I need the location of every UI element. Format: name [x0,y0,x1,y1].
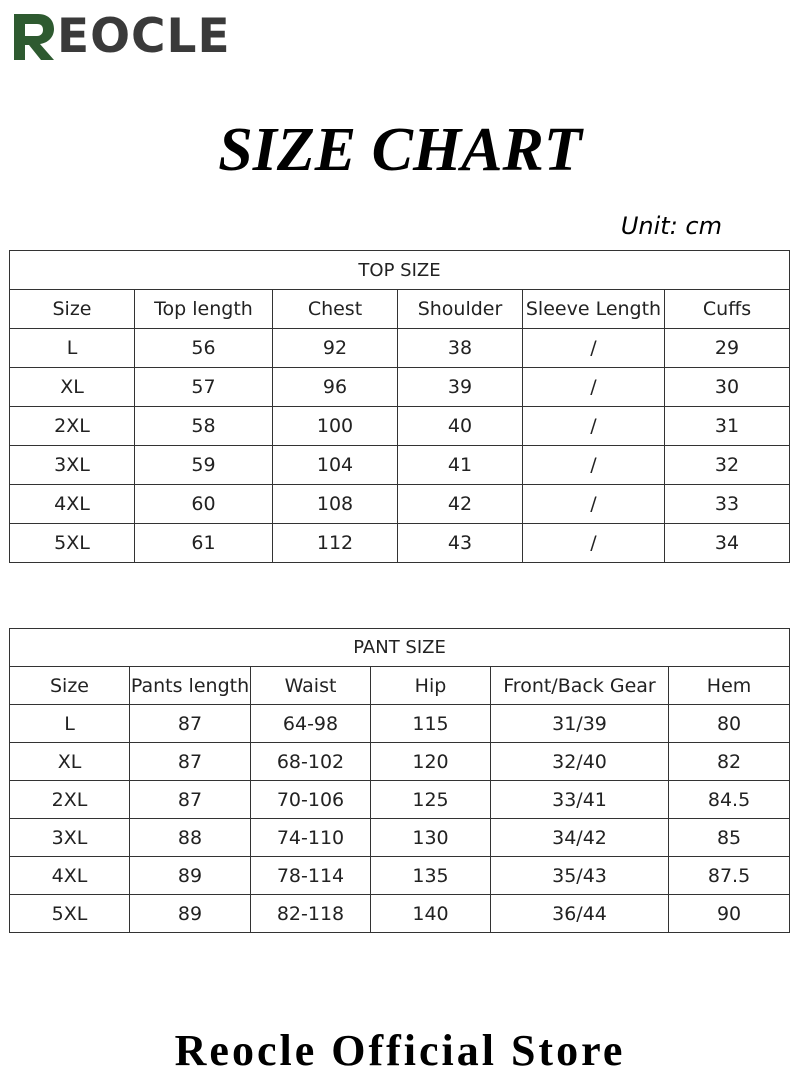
table-cell: 41 [398,446,523,485]
table-cell: 74-110 [251,819,371,857]
table-cell: 36/44 [491,895,669,933]
table-cell: 130 [371,819,491,857]
table-row [10,329,790,368]
table-cell: 112 [273,524,398,563]
column-header: Waist [251,667,371,705]
table-cell: 3XL [10,446,135,485]
table-row [10,781,790,819]
table-cell: 33/41 [491,781,669,819]
table-cell: 40 [398,407,523,446]
table-cell: 29 [665,329,790,368]
table-cell: 38 [398,329,523,368]
table-cell: 43 [398,524,523,563]
unit-label: Unit: cm [620,212,722,240]
table-cell: 96 [273,368,398,407]
store-name-footer: Reocle Official Store [174,1026,626,1075]
table-cell: XL [10,743,130,781]
column-header: Size [10,667,130,705]
table-header-row [10,290,790,329]
table-cell: 70-106 [251,781,371,819]
table-cell: 42 [398,485,523,524]
table-cell: 90 [669,895,790,933]
table-cell: L [10,329,135,368]
table-cell: 34 [665,524,790,563]
pant-size-table [9,628,790,933]
table-cell: 87 [130,743,251,781]
top-size-table [9,250,790,563]
table-caption: PANT SIZE [10,629,790,667]
column-header: Shoulder [398,290,523,329]
column-header: Sleeve Length [523,290,665,329]
table-cell: 82 [669,743,790,781]
table-cell: 59 [135,446,273,485]
column-header: Cuffs [665,290,790,329]
table-cell: 60 [135,485,273,524]
table-cell: 108 [273,485,398,524]
table-cell: 56 [135,329,273,368]
table-cell: 32 [665,446,790,485]
table-caption-row [10,629,790,667]
table-cell: 100 [273,407,398,446]
table-cell: 84.5 [669,781,790,819]
table-cell: 61 [135,524,273,563]
column-header: Pants length [130,667,251,705]
table-cell: 80 [669,705,790,743]
table-cell: 32/40 [491,743,669,781]
table-cell: XL [10,368,135,407]
table-row [10,446,790,485]
table-cell: L [10,705,130,743]
table-cell: 31 [665,407,790,446]
table-caption: TOP SIZE [10,251,790,290]
table-row [10,524,790,563]
column-header: Hip [371,667,491,705]
table-cell: / [523,407,665,446]
table-row [10,819,790,857]
table-cell: 135 [371,857,491,895]
table-cell: 82-118 [251,895,371,933]
table-cell: 92 [273,329,398,368]
table-cell: 35/43 [491,857,669,895]
table-cell: 33 [665,485,790,524]
table-cell: 140 [371,895,491,933]
column-header: Hem [669,667,790,705]
table-row [10,485,790,524]
table-cell: 89 [130,857,251,895]
table-cell: 39 [398,368,523,407]
table-cell: 57 [135,368,273,407]
column-header: Front/Back Gear [491,667,669,705]
table-cell: 34/42 [491,819,669,857]
table-cell: 5XL [10,524,135,563]
table-header-row [10,667,790,705]
table-cell: 64-98 [251,705,371,743]
table-row [10,743,790,781]
table-cell: 115 [371,705,491,743]
table-row [10,368,790,407]
column-header: Top length [135,290,273,329]
page-title: SIZE CHART [218,116,582,184]
table-cell: 125 [371,781,491,819]
table-cell: 120 [371,743,491,781]
table-cell: 5XL [10,895,130,933]
brand-logo [12,9,231,64]
table-cell: 89 [130,895,251,933]
table-row [10,895,790,933]
table-cell: / [523,368,665,407]
table-cell: 30 [665,368,790,407]
table-cell: 4XL [10,485,135,524]
table-cell: 85 [669,819,790,857]
table-row [10,705,790,743]
table-row [10,857,790,895]
table-cell: 4XL [10,857,130,895]
table-cell: 2XL [10,781,130,819]
table-cell: 104 [273,446,398,485]
table-cell: / [523,329,665,368]
table-cell: 87 [130,781,251,819]
table-cell: 87.5 [669,857,790,895]
table-cell: / [523,485,665,524]
table-cell: 3XL [10,819,130,857]
table-cell: 2XL [10,407,135,446]
table-cell: 31/39 [491,705,669,743]
brand-name: EOCLE [57,9,231,64]
brand-r-mark-icon [12,12,56,62]
table-cell: 88 [130,819,251,857]
column-header: Chest [273,290,398,329]
table-cell: 78-114 [251,857,371,895]
table-cell: 87 [130,705,251,743]
column-header: Size [10,290,135,329]
table-cell: 68-102 [251,743,371,781]
table-cell: 58 [135,407,273,446]
table-cell: / [523,524,665,563]
table-cell: / [523,446,665,485]
table-caption-row [10,251,790,290]
table-row [10,407,790,446]
